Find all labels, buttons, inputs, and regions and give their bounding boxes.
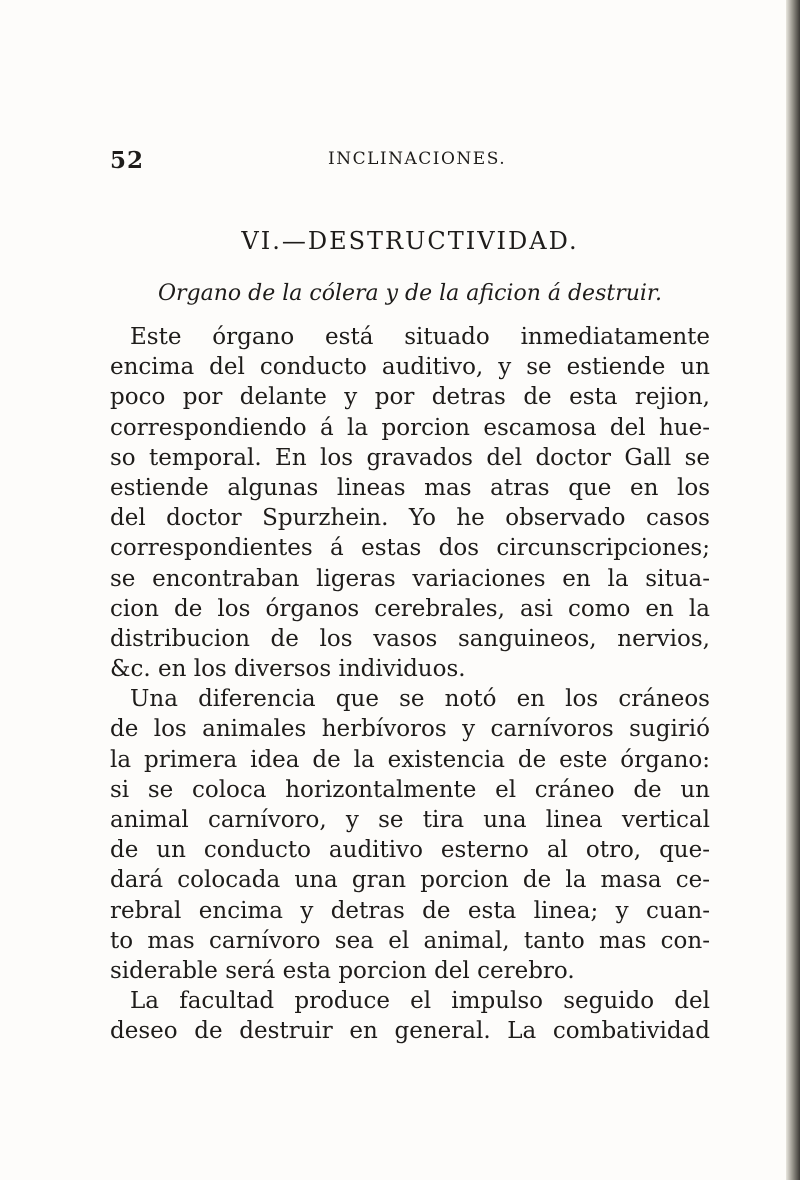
- running-head: INCLINACIONES.: [328, 149, 507, 169]
- chapter-subtitle: Organo de la cólera y de la aficion á destruir.: [157, 281, 663, 306]
- text-line: si se coloca horizontalmente el cráneo de un: [110, 776, 710, 803]
- text-line: de un conducto auditivo esterno al otro, que-: [110, 837, 710, 864]
- text-line: Una diferencia que se notó en los cráneos: [130, 686, 710, 713]
- text-line: estiende algunas lineas mas atras que en los: [110, 474, 710, 501]
- text-line: cion de los órganos cerebrales, asi como en la: [110, 595, 710, 622]
- page-edge-shadow: [786, 0, 800, 1180]
- text-line: Este órgano está situado inmediatamente: [130, 324, 710, 350]
- text-line: to mas carnívoro sea el animal, tanto mas con-: [110, 927, 710, 954]
- text-line: se encontraban ligeras variaciones en la situa-: [110, 565, 710, 592]
- text-line: poco por delante y por detras de esta rejion,: [110, 384, 710, 411]
- text-line: rebral encima y detras de esta linea; y cuan-: [110, 897, 710, 924]
- text-line: &c. en los diversos individuos.: [110, 656, 466, 683]
- text-line: correspondiendo á la porcion escamosa del hue-: [110, 414, 710, 441]
- text-line: correspondientes á estas dos circunscripciones;: [110, 535, 710, 562]
- text-line: encima del conducto auditivo, y se estiende un: [110, 354, 710, 381]
- text-line: del doctor Spurzhein. Yo he observado casos: [110, 505, 710, 532]
- body-text: [110, 322, 710, 1047]
- text-line: de los animales herbívoros y carnívoros sugirió: [110, 716, 710, 743]
- text-line: so temporal. En los gravados del doctor Gall se: [110, 444, 710, 471]
- text-line: siderable será esta porcion del cerebro.: [110, 957, 575, 984]
- text-line: deseo de destruir en general. La combatividad: [110, 1018, 710, 1045]
- page-number: 52: [110, 147, 145, 174]
- text-line: distribucion de los vasos sanguineos, nervios,: [110, 625, 710, 652]
- chapter-title: VI.—DESTRUCTIVIDAD.: [241, 227, 579, 255]
- page-header: [110, 147, 710, 177]
- text-line: dará colocada una gran porcion de la masa ce-: [110, 867, 710, 894]
- text-line: animal carnívoro, y se tira una linea vertical: [110, 807, 710, 833]
- text-line: la primera idea de la existencia de este órgano:: [110, 746, 710, 773]
- text-line: La facultad produce el impulso seguido del: [130, 988, 710, 1015]
